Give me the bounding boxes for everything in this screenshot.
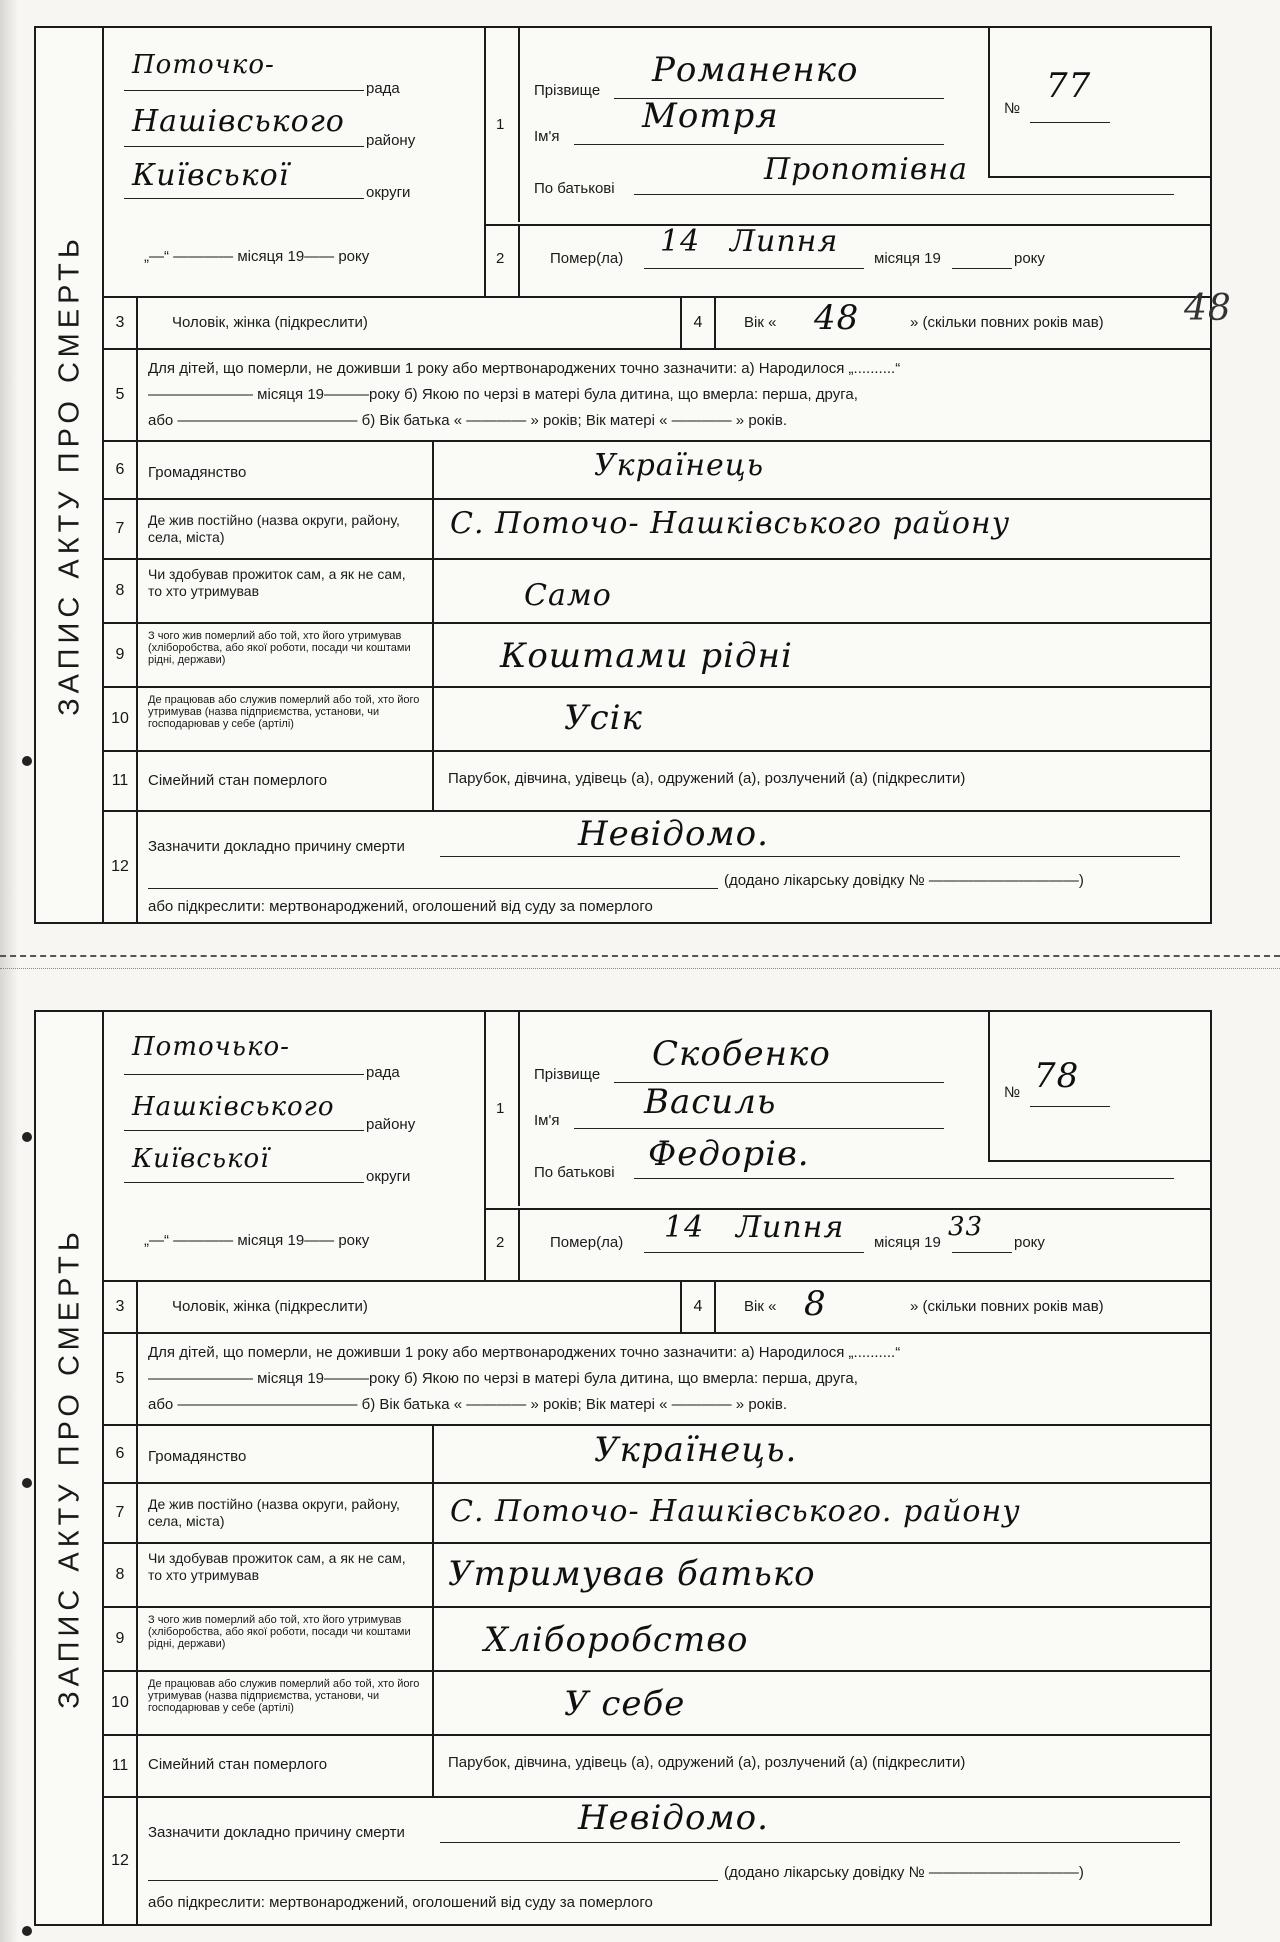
raion-line: [124, 1130, 364, 1131]
surname-value: Романенко: [652, 50, 859, 90]
row-8: [104, 560, 1210, 624]
side-title: ЗАПИС АКТУ ПРО СМЕРТЬ: [53, 234, 86, 716]
row-12: [104, 812, 1210, 922]
sex-label: Чоловік, жінка (підкреслити): [172, 314, 368, 331]
raion-label: району: [366, 132, 416, 149]
row-number-4: 4: [682, 298, 716, 348]
register-number-box: [988, 1012, 1212, 1162]
livelihood-value: Хліборобство: [484, 1620, 749, 1660]
row-number-5: 5: [104, 1334, 138, 1424]
row-number-2: 2: [496, 250, 505, 267]
side-title-column: [36, 28, 104, 922]
row-number-2: 2: [496, 1234, 505, 1251]
punch-hole: [22, 1132, 32, 1142]
death-year: 33: [948, 1212, 984, 1242]
header-subdivider: [484, 224, 1210, 226]
surname-label: Прізвище: [534, 1066, 601, 1083]
death-record-form-2: [34, 1010, 1212, 1926]
year-line: [952, 268, 1012, 269]
cause-value: Невідомо.: [578, 1798, 769, 1838]
row-number-9: 9: [104, 1608, 138, 1670]
death-year-label: року: [1014, 1234, 1045, 1251]
row-number-12: 12: [104, 1798, 138, 1924]
provider-value: Само: [524, 578, 612, 613]
age-suffix: » (скільки повних років мав): [910, 1298, 1104, 1315]
year-line: [952, 1252, 1012, 1253]
cause-label: Зазначити докладно причину смерти: [148, 838, 405, 855]
row7-divider: [432, 500, 434, 558]
death-label: Помер(ла): [550, 1234, 624, 1251]
livelihood-label: З чого жив померлий або той, хто його утримував (хліборобства, або якої роботи, посади чи коштами рідні, держави): [148, 630, 411, 666]
row-number-7: 7: [104, 1484, 138, 1542]
marital-options: Парубок, дівчина, удівець (а), одружений (а), розлучений (а) (підкреслити): [448, 1754, 966, 1771]
cause-label: Зазначити докладно причину смерти: [148, 1824, 405, 1841]
row-number-5: 5: [104, 350, 138, 440]
cause-line-1: [440, 1842, 1180, 1843]
row-7: [104, 500, 1210, 560]
row-number-3: 3: [104, 1282, 138, 1332]
register-number-box: [988, 28, 1212, 178]
row10-divider: [432, 688, 434, 750]
row-number-6: 6: [104, 1426, 138, 1482]
surname-value: Скобенко: [652, 1034, 831, 1074]
page-edge: [0, 0, 18, 1942]
okruha-label: округи: [366, 1168, 411, 1185]
marital-label: Сімейний стан померлого: [148, 772, 328, 789]
row11-divider: [432, 1736, 434, 1796]
row-number-1: 1: [496, 1100, 505, 1117]
row-3-4: [104, 1282, 1210, 1334]
death-month: Липня: [730, 224, 839, 259]
punch-hole: [22, 756, 32, 766]
residence-label: Де жив постійно (назва округи, району, села, міста): [148, 512, 400, 545]
raion-line: [124, 146, 364, 147]
num2-right: [518, 1208, 520, 1280]
residence-value: С. Поточо- Нашківського району: [450, 506, 1011, 541]
provider-value: Утримував батько: [448, 1554, 816, 1594]
number-label: №: [1004, 1084, 1021, 1101]
rada-value: Поточко-: [132, 50, 275, 80]
row-9: [104, 1608, 1210, 1672]
okruha-value: Київської: [132, 158, 290, 193]
row-12: [104, 1798, 1210, 1924]
row6-divider: [432, 442, 434, 498]
name-line: [574, 144, 944, 145]
rada-label: рада: [366, 80, 400, 97]
row7-divider: [432, 1484, 434, 1542]
side-title-column: [36, 1012, 104, 1924]
row-number-8: 8: [104, 1544, 138, 1606]
row9-divider: [432, 624, 434, 686]
name-line: [574, 1128, 944, 1129]
death-record-form-1: [34, 26, 1232, 924]
age-value: 48: [814, 298, 860, 338]
row10-divider: [432, 1672, 434, 1734]
death-day: 14: [664, 1210, 705, 1245]
header-block: [104, 28, 1210, 298]
row-number-10: 10: [104, 688, 138, 750]
row-9: [104, 624, 1210, 688]
patronymic-value: Федорів.: [648, 1134, 810, 1174]
death-month: Липня: [736, 1210, 845, 1245]
rada-value: Поточько-: [132, 1032, 290, 1062]
work-label: Де працював або служив померлий або той, хто його утримував (назва підприємства, установи, чи господарював у себе (артілі): [148, 1678, 420, 1714]
row11-divider: [432, 752, 434, 810]
row-number-3: 3: [104, 298, 138, 348]
row-number-7: 7: [104, 500, 138, 558]
children-line-2: ——————— місяця 19———року б) Якою по черзі в матері була дитина, що вмерла: перша, друга,: [148, 1370, 858, 1387]
citizenship-value: Українець: [594, 448, 765, 483]
row-number-10: 10: [104, 1672, 138, 1734]
row-10: [104, 688, 1210, 752]
row-number-9: 9: [104, 624, 138, 686]
citizenship-label: Громадянство: [148, 464, 247, 481]
row-6: [104, 442, 1210, 500]
row-11: [104, 752, 1210, 812]
row-number-11: 11: [104, 752, 138, 810]
row-5: [104, 1334, 1210, 1426]
perforation-line: [0, 955, 1280, 969]
name-value: Мотря: [642, 96, 779, 136]
death-label: Помер(ла): [550, 250, 624, 267]
okruha-label: округи: [366, 184, 411, 201]
row-5: [104, 350, 1210, 442]
raion-value: Нашівського: [132, 104, 345, 139]
livelihood-value: Коштами рідні: [500, 636, 793, 676]
form-content: [104, 1012, 1210, 1924]
patronymic-value: Пропотівна: [764, 152, 968, 187]
row-6: [104, 1426, 1210, 1484]
work-value: Усік: [564, 698, 643, 738]
header-subdivider: [484, 1208, 1210, 1210]
row-3-4: [104, 288, 1232, 350]
marital-label: Сімейний стан померлого: [148, 1756, 328, 1773]
patronymic-label: По батькові: [534, 180, 615, 197]
name-value: Василь: [644, 1082, 777, 1122]
stillborn-label: або підкреслити: мертвонароджений, оголошений від суду за померлого: [148, 1894, 653, 1911]
rada-line: [124, 1074, 364, 1075]
age-label: Вік «: [744, 314, 777, 331]
num2-right: [518, 224, 520, 296]
okruha-line: [124, 1182, 364, 1183]
record-number: 77: [1046, 66, 1092, 106]
number-line: [1030, 122, 1110, 123]
work-label: Де працював або служив померлий або той, хто його утримував (назва підприємства, установи, чи господарював у себе (артілі): [148, 694, 420, 730]
punch-hole: [22, 1926, 32, 1936]
row-8: [104, 1544, 1210, 1608]
row-number-4: 4: [682, 1282, 716, 1332]
row-7: [104, 1484, 1210, 1544]
children-line-1: Для дітей, що померли, не доживши 1 року або мертвонароджених точно зазначити: а) Народилося „..........“: [148, 1344, 901, 1361]
row8-divider: [432, 1544, 434, 1606]
side-title: ЗАПИС АКТУ ПРО СМЕРТЬ: [53, 1227, 86, 1709]
margin-note: 48: [1184, 288, 1232, 329]
row-10: [104, 1672, 1210, 1736]
age-suffix: » (скільки повних років мав): [910, 314, 1104, 331]
stillborn-label: або підкреслити: мертвонароджений, оголошений від суду за померлого: [148, 898, 653, 915]
okruha-value: Київської: [132, 1144, 270, 1174]
certificate-label: (додано лікарську довідку № ——————————): [724, 1864, 1084, 1881]
work-value: У себе: [564, 1684, 686, 1724]
okruha-line: [124, 198, 364, 199]
row8-divider: [432, 560, 434, 622]
death-month-label: місяця 19: [874, 250, 941, 267]
cause-value: Невідомо.: [578, 814, 769, 854]
rada-line: [124, 90, 364, 91]
num1-right: [518, 1012, 520, 1206]
row-number-6: 6: [104, 442, 138, 498]
raion-label: району: [366, 1116, 416, 1133]
row-number-1: 1: [496, 116, 505, 133]
death-line: [644, 268, 864, 269]
row6-divider: [432, 1426, 434, 1482]
date-left-label: „—“ ———— місяця 19—— року: [144, 248, 370, 265]
death-day: 14: [660, 224, 701, 259]
row-number-11: 11: [104, 1736, 138, 1796]
name-label: Ім'я: [534, 128, 560, 145]
cause-line-2: [148, 1880, 718, 1881]
citizenship-label: Громадянство: [148, 1448, 247, 1465]
patronymic-line: [634, 1178, 1174, 1179]
certificate-label: (додано лікарську довідку № ——————————): [724, 872, 1084, 889]
row9-divider: [432, 1608, 434, 1670]
sex-label: Чоловік, жінка (підкреслити): [172, 1298, 368, 1315]
death-month-label: місяця 19: [874, 1234, 941, 1251]
provider-label: Чи здобував прожиток сам, а як не сам, то хто утримував: [148, 566, 406, 599]
cause-line-2: [148, 888, 718, 889]
residence-value: С. Поточо- Нашківського. району: [450, 1494, 1021, 1529]
livelihood-label: З чого жив померлий або той, хто його утримував (хліборобства, або якої роботи, посади чи коштами рідні, держави): [148, 1614, 411, 1650]
name-label: Ім'я: [534, 1112, 560, 1129]
date-left-label: „—“ ———— місяця 19—— року: [144, 1232, 370, 1249]
patronymic-label: По батькові: [534, 1164, 615, 1181]
number-line: [1030, 1106, 1110, 1107]
header-divider: [484, 28, 486, 296]
residence-label: Де жив постійно (назва округи, району, села, міста): [148, 1496, 400, 1529]
num1-right: [518, 28, 520, 222]
children-line-2: ——————— місяця 19———року б) Якою по черзі в матері була дитина, що вмерла: перша, друга,: [148, 386, 858, 403]
form-content: [104, 28, 1232, 922]
provider-label: Чи здобував прожиток сам, а як не сам, то хто утримував: [148, 1550, 406, 1583]
rada-label: рада: [366, 1064, 400, 1081]
header-block: [104, 1012, 1210, 1282]
citizenship-value: Українець.: [594, 1430, 798, 1470]
row-11: [104, 1736, 1210, 1798]
marital-options: Парубок, дівчина, удівець (а), одружений (а), розлучений (а) (підкреслити): [448, 770, 966, 787]
number-label: №: [1004, 100, 1021, 117]
death-line: [644, 1252, 864, 1253]
punch-hole: [22, 1478, 32, 1488]
row-number-12: 12: [104, 812, 138, 922]
age-value: 8: [804, 1284, 827, 1324]
age-label: Вік «: [744, 1298, 777, 1315]
raion-value: Нашківського: [132, 1092, 335, 1122]
children-line-3: або ———————————— б) Вік батька « ———— » років; Вік матері « ———— » років.: [148, 412, 788, 429]
row-number-8: 8: [104, 560, 138, 622]
children-line-3: або ———————————— б) Вік батька « ———— » років; Вік матері « ———— » років.: [148, 1396, 788, 1413]
header-divider: [484, 1012, 486, 1280]
death-year-label: року: [1014, 250, 1045, 267]
patronymic-line: [634, 194, 1174, 195]
record-number: 78: [1034, 1056, 1080, 1096]
surname-label: Прізвище: [534, 82, 601, 99]
children-line-1: Для дітей, що померли, не доживши 1 року або мертвонароджених точно зазначити: а) Народилося „..........“: [148, 360, 901, 377]
cause-line-1: [440, 856, 1180, 857]
